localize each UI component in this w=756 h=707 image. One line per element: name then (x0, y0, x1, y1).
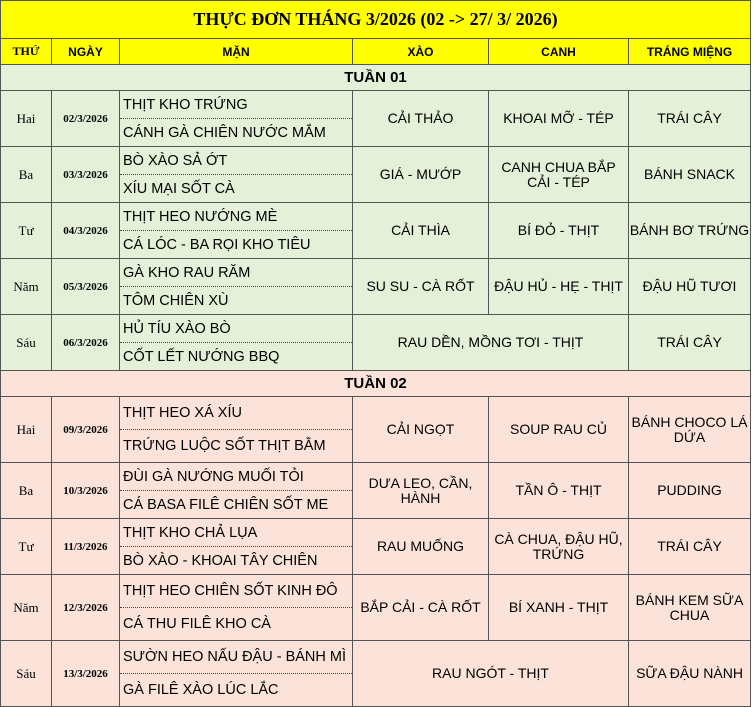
man-dish: TÔM CHIÊN XÙ (123, 292, 229, 309)
man-dishes (120, 259, 353, 315)
xao-dish: SU SU - CÀ RỐT (353, 259, 489, 315)
man-dishes (120, 575, 353, 641)
trang-mieng-dish: PUDDING (629, 463, 751, 519)
trang-mieng-dish: TRÁI CÂY (629, 91, 751, 147)
day-name: Năm (1, 259, 52, 315)
trang-mieng-dish: BÁNH BƠ TRỨNG (629, 203, 751, 259)
xao-dish: CẢI THẢO (353, 91, 489, 147)
canh-dish: BÍ ĐỎ - THỊT (489, 203, 629, 259)
man-dish: CÁNH GÀ CHIÊN NƯỚC MẮM (123, 124, 326, 141)
header-row (1, 39, 751, 65)
man-dish: THỊT KHO CHẢ LỤA (120, 519, 352, 547)
man-dish: CÁ BASA FILÊ CHIÊN SỐT ME (123, 496, 329, 513)
day-row (1, 147, 751, 203)
trang-mieng-dish: SỮA ĐẬU NÀNH (629, 641, 751, 707)
man-dish: GÀ KHO RAU RĂM (120, 259, 352, 287)
day-name: Hai (1, 91, 52, 147)
man-dish: THỊT HEO CHIÊN SỐT KINH ĐÔ (120, 575, 352, 608)
man-dish: CỐT LẾT NƯỚNG BBQ (123, 348, 280, 365)
man-dish: THỊT HEO XÁ XÍU (120, 397, 352, 430)
man-dish: CÁ LÓC - BA RỌI KHO TIÊU (123, 236, 311, 253)
day-date: 04/3/2026 (52, 203, 120, 259)
man-dish: THỊT HEO NƯỚNG MÈ (120, 203, 352, 231)
xao-canh-dish: RAU DỀN, MỒNG TƠI - THỊT (353, 315, 629, 371)
day-date: 10/3/2026 (52, 463, 120, 519)
day-row (1, 91, 751, 147)
day-date: 03/3/2026 (52, 147, 120, 203)
man-dish: GÀ FILÊ XÀO LÚC LẮC (123, 682, 279, 698)
man-dish: BÒ XÀO - KHOAI TÂY CHIÊN (123, 552, 318, 569)
day-date: 05/3/2026 (52, 259, 120, 315)
header-trang-mieng: TRÁNG MIỆNG (629, 39, 751, 65)
canh-dish: CÀ CHUA, ĐẬU HŨ, TRỨNG (489, 519, 629, 575)
day-name: Ba (1, 463, 52, 519)
day-row (1, 397, 751, 463)
man-dishes (120, 641, 353, 707)
xao-dish: CẢI NGỌT (353, 397, 489, 463)
xao-canh-dish: RAU NGÓT - THỊT (353, 641, 629, 707)
man-dishes (120, 519, 353, 575)
man-dishes (120, 397, 353, 463)
man-dishes (120, 315, 353, 371)
day-name: Tư (1, 519, 52, 575)
day-date: 12/3/2026 (52, 575, 120, 641)
menu-title: THỰC ĐƠN THÁNG 3/2026 (02 -> 27/ 3/ 2026) (1, 1, 751, 39)
day-date: 02/3/2026 (52, 91, 120, 147)
header-ngay: NGÀY (52, 39, 120, 65)
man-dish: XÍU MẠI SỐT CÀ (123, 180, 235, 197)
day-row (1, 641, 751, 707)
header-thu: THỨ (1, 39, 52, 65)
man-dishes (120, 203, 353, 259)
man-dish: ĐÙI GÀ NƯỚNG MUỐI TỎI (120, 463, 352, 491)
canh-dish: CANH CHUA BẮP CẢI - TÉP (489, 147, 629, 203)
day-date: 06/3/2026 (52, 315, 120, 371)
header-canh: CANH (489, 39, 629, 65)
canh-dish: TẦN Ô - THỊT (489, 463, 629, 519)
trang-mieng-dish: BÁNH KEM SỮA CHUA (629, 575, 751, 641)
day-date: 13/3/2026 (52, 641, 120, 707)
xao-dish: RAU MUỐNG (353, 519, 489, 575)
man-dish: CÁ THU FILÊ KHO CÀ (123, 616, 271, 632)
man-dish: HỦ TÍU XÀO BÒ (120, 315, 352, 343)
day-row (1, 315, 751, 371)
canh-dish: BÍ XANH - THỊT (489, 575, 629, 641)
header-man: MẶN (120, 39, 353, 65)
day-name: Tư (1, 203, 52, 259)
man-dishes (120, 147, 353, 203)
day-name: Năm (1, 575, 52, 641)
man-dish: SƯỜN HEO NẤU ĐẬU - BÁNH MÌ (120, 641, 352, 674)
day-row (1, 203, 751, 259)
day-row (1, 519, 751, 575)
man-dish: TRỨNG LUỘC SỐT THỊT BẰM (123, 438, 326, 454)
canh-dish: KHOAI MỠ - TÉP (489, 91, 629, 147)
week-row (1, 371, 751, 397)
trang-mieng-dish: TRÁI CÂY (629, 315, 751, 371)
xao-dish: BẮP CẢI - CÀ RỐT (353, 575, 489, 641)
day-row (1, 463, 751, 519)
canh-dish: ĐẬU HỦ - HẸ - THỊT (489, 259, 629, 315)
xao-dish: GIÁ - MƯỚP (353, 147, 489, 203)
trang-mieng-dish: ĐẬU HŨ TƯƠI (629, 259, 751, 315)
day-date: 09/3/2026 (52, 397, 120, 463)
day-name: Sáu (1, 641, 52, 707)
man-dish: BÒ XÀO SẢ ỚT (120, 147, 352, 175)
canh-dish: SOUP RAU CỦ (489, 397, 629, 463)
day-row (1, 259, 751, 315)
trang-mieng-dish: BÁNH SNACK (629, 147, 751, 203)
day-name: Hai (1, 397, 52, 463)
man-dishes (120, 91, 353, 147)
xao-dish: DƯA LEO, CẦN, HÀNH (353, 463, 489, 519)
day-name: Sáu (1, 315, 52, 371)
week-row (1, 65, 751, 91)
day-date: 11/3/2026 (52, 519, 120, 575)
man-dishes (120, 463, 353, 519)
header-xao: XÀO (353, 39, 489, 65)
day-name: Ba (1, 147, 52, 203)
week-label: TUẦN 02 (1, 371, 751, 397)
xao-dish: CẢI THÌA (353, 203, 489, 259)
trang-mieng-dish: TRÁI CÂY (629, 519, 751, 575)
man-dish: THỊT KHO TRỨNG (120, 91, 352, 119)
week-label: TUẦN 01 (1, 65, 751, 91)
trang-mieng-dish: BÁNH CHOCO LÁ DỨA (629, 397, 751, 463)
day-row (1, 575, 751, 641)
